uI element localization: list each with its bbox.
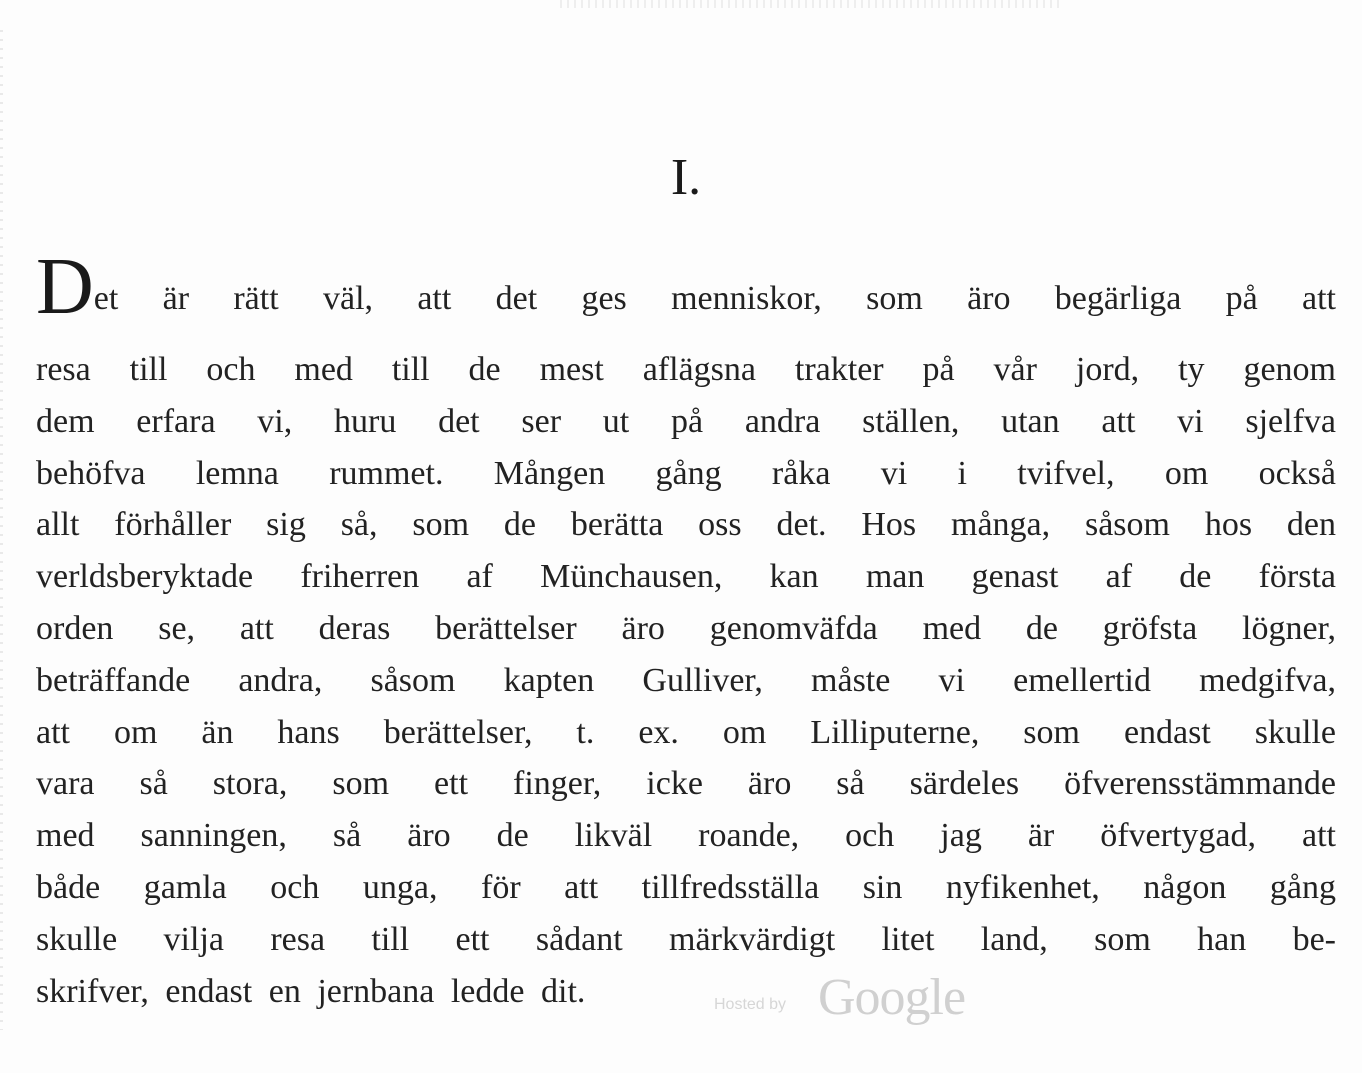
paragraph-line bbox=[36, 243, 1336, 344]
paragraph-line: verldsberyktade friherren af Münchausen, kan man genast af de första bbox=[36, 558, 1336, 596]
google-logo: Google bbox=[818, 969, 966, 1026]
paragraph-line: att om än hans berättelser, t. ex. om Lilliputerne, som endast skulle bbox=[36, 713, 1336, 751]
body-paragraph bbox=[36, 243, 1336, 1017]
paragraph-line: orden se, att deras berättelser äro genomväfda med de gröfsta lögner, bbox=[36, 609, 1336, 647]
paragraph-line: resa till och med till de mest aflägsna trakter på vår jord, ty genom bbox=[36, 351, 1336, 388]
scan-artifact-top bbox=[560, 0, 1060, 8]
paragraph-line: behöfva lemna rummet. Mången gång råka vi i tvifvel, om också bbox=[36, 454, 1336, 492]
line-text: et är rätt väl, att det ges menniskor, som äro begärliga på att bbox=[93, 280, 1336, 317]
chapter-number: I. bbox=[670, 149, 702, 206]
paragraph-line: skrifver, endast en jernbana ledde dit. bbox=[36, 972, 586, 1010]
paragraph-line: dem erfara vi, huru det ser ut på andra ställen, utan att vi sjelfva bbox=[36, 402, 1336, 440]
paragraph-line: beträffande andra, såsom kapten Gulliver, måste vi emellertid medgifva, bbox=[36, 661, 1336, 699]
paragraph-line: allt förhåller sig så, som de berätta oss det. Hos många, såsom hos den bbox=[36, 506, 1336, 544]
google-watermark bbox=[714, 968, 1004, 1028]
drop-cap: D bbox=[36, 243, 94, 331]
paragraph-line: skulle vilja resa till ett sådant märkvärdigt litet land, som han be- bbox=[36, 920, 1336, 958]
watermark-hosted-by: Hosted by bbox=[714, 996, 787, 1013]
paragraph-line: både gamla och unga, för att tillfredsställa sin nyfikenhet, någon gång bbox=[36, 868, 1336, 906]
paragraph-line: med sanningen, så äro de likväl roande, och jag är öfvertygad, att bbox=[36, 817, 1336, 855]
paragraph-line: vara så stora, som ett finger, icke äro så särdeles öfverensstämmande bbox=[36, 765, 1336, 803]
